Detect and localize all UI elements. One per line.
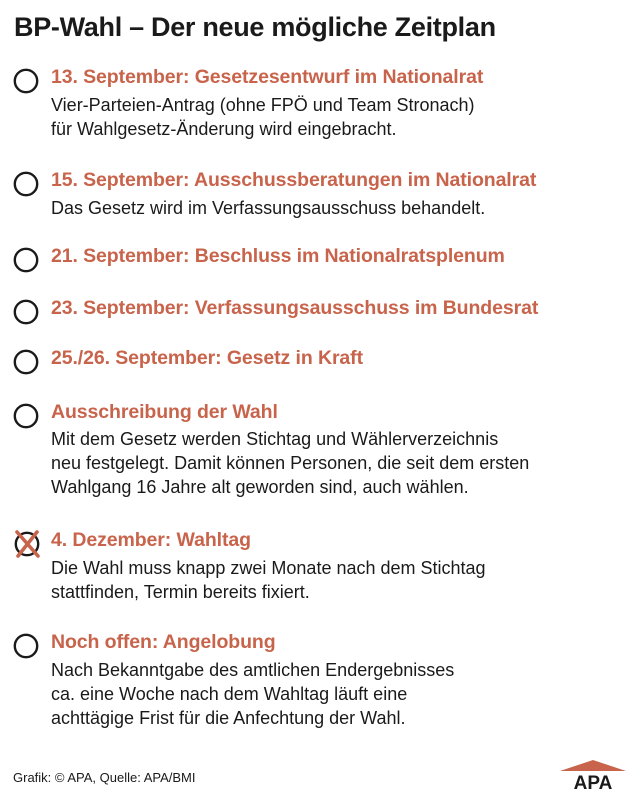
apa-logo bbox=[560, 760, 626, 790]
checkbox-crossed-icon bbox=[13, 529, 39, 555]
description-line: Nach Bekanntgabe des amtlichen Endergebnisses bbox=[51, 660, 455, 680]
description-line: achttägige Frist für die Anfechtung der Wahl. bbox=[51, 708, 406, 728]
item-heading: Ausschreibung der Wahl bbox=[51, 401, 278, 423]
checkbox-circle-icon bbox=[13, 299, 39, 325]
item-heading: 23. September: Verfassungsausschuss im Bundesrat bbox=[51, 297, 539, 319]
description-line: neu festgelegt. Damit können Personen, die seit dem ersten bbox=[51, 453, 530, 473]
checkbox-circle-icon bbox=[13, 633, 39, 659]
description-line: Mit dem Gesetz werden Stichtag und Wählerverzeichnis bbox=[51, 429, 499, 449]
item-heading: 13. September: Gesetzesentwurf im Nationalrat bbox=[51, 66, 484, 88]
description-line: ca. eine Woche nach dem Wahltag läuft eine bbox=[51, 684, 408, 704]
logo-text: APA bbox=[573, 773, 613, 790]
item-description bbox=[51, 556, 631, 604]
item-description bbox=[51, 427, 631, 499]
item-description bbox=[51, 658, 631, 730]
description-line: Die Wahl muss knapp zwei Monate nach dem Stichtag bbox=[51, 558, 486, 578]
checkbox-circle-icon bbox=[13, 349, 39, 375]
checkbox-circle-icon bbox=[13, 247, 39, 273]
description-line: Das Gesetz wird im Verfassungsausschuss behandelt. bbox=[51, 198, 486, 218]
item-heading: Noch offen: Angelobung bbox=[51, 631, 276, 653]
description-line: Vier-Parteien-Antrag (ohne FPÖ und Team Stronach) bbox=[51, 95, 475, 115]
source-credit: Grafik: © APA, Quelle: APA/BMI bbox=[13, 770, 196, 785]
item-heading: 15. September: Ausschussberatungen im Nationalrat bbox=[51, 169, 537, 191]
item-description bbox=[51, 93, 631, 141]
description-line: für Wahlgesetz-Änderung wird eingebracht. bbox=[51, 119, 397, 139]
checkbox-circle-icon bbox=[13, 403, 39, 429]
description-line: stattfinden, Termin bereits fixiert. bbox=[51, 582, 310, 602]
checkbox-circle-icon bbox=[13, 68, 39, 94]
page-title: BP-Wahl – Der neue mögliche Zeitplan bbox=[14, 12, 496, 42]
item-heading: 21. September: Beschluss im Nationalratsplenum bbox=[51, 245, 505, 267]
item-heading: 4. Dezember: Wahltag bbox=[51, 529, 251, 551]
checkbox-circle-icon bbox=[13, 171, 39, 197]
item-description bbox=[51, 196, 631, 220]
description-line: Wahlgang 16 Jahre alt geworden sind, auch wählen. bbox=[51, 477, 469, 497]
item-heading: 25./26. September: Gesetz in Kraft bbox=[51, 347, 363, 369]
